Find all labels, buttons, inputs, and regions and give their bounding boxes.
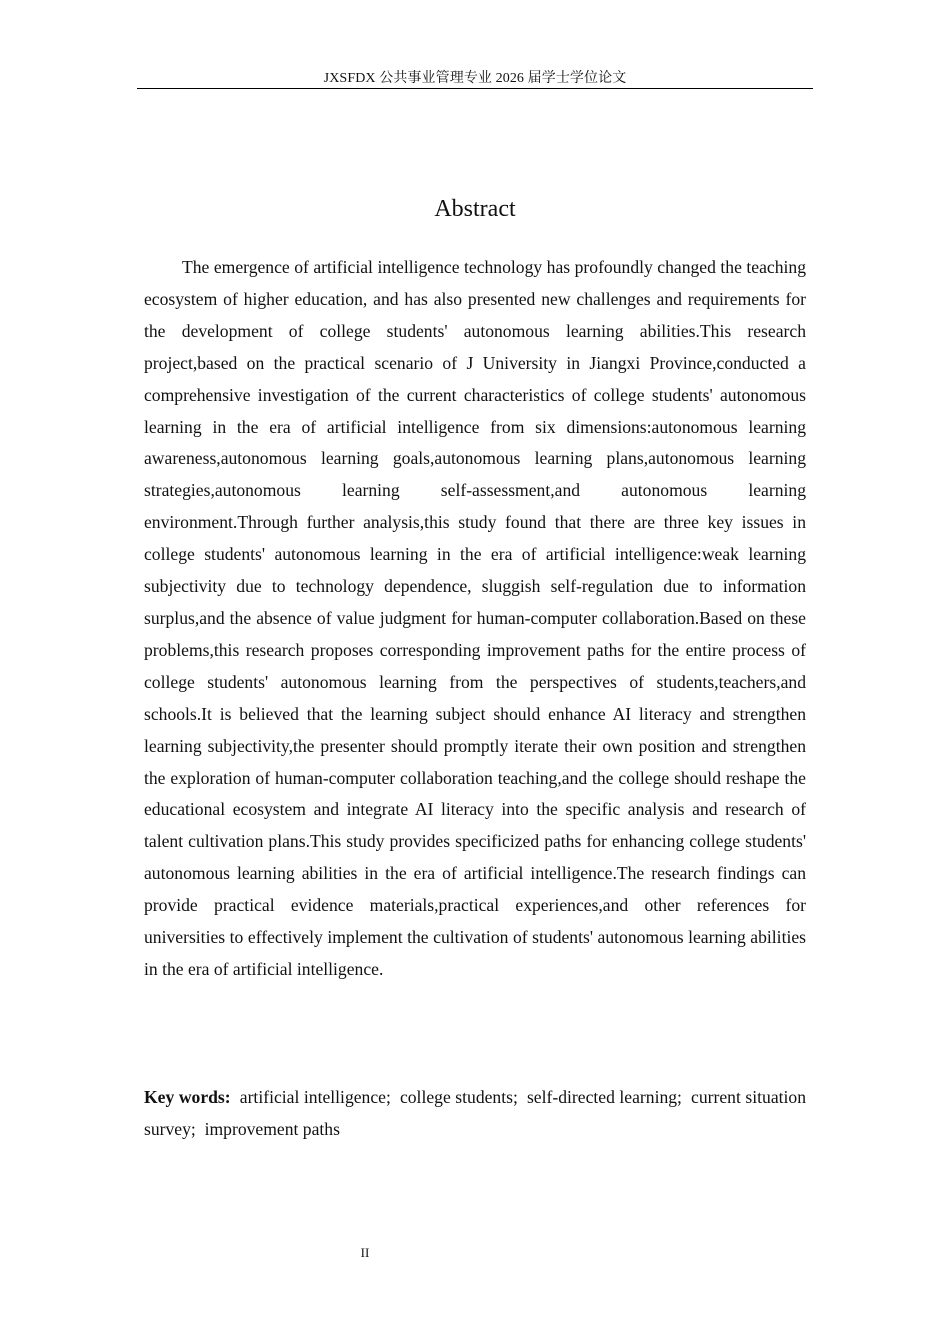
header-rule: [137, 88, 813, 89]
abstract-title: Abstract: [434, 196, 516, 222]
keywords-label: Key words:: [144, 1087, 231, 1107]
keywords-list: artificial intelligence; college students; self-directed learning; current situation survey; improvement paths: [144, 1087, 807, 1139]
abstract-body: The emergence of artificial intelligence technology has profoundly changed the teaching ecosystem of higher education, and has also presented new challenges and requirements for the development of college students' autonomous learning abilities.This research project,based on the practical scenario of J University in Jiangxi Province,conducted a comprehensive investigation of the current characteristics of college students' autonomous learning in the era of artificial intelligence from six dimensions:autonomous learning awareness,autonomous learning goals,autonomous learning plans,autonomous learning strategies,autonomous learning self-assessment,and autonomous learning environment.Through further analysis,this study found that there are three key issues in college students' autonomous learning in the era of artificial intelligence:weak learning subjectivity due to technology dependence, sluggish self-regulation due to information surplus,and the absence of value judgment for human-computer collaboration.Based on these problems,this research proposes corresponding improvement paths for the entire process of college students' autonomous learning from the perspectives of students,teachers,and schools.It is believed that the learning subject should enhance AI literacy and strengthen learning subjectivity,the presenter should promptly iterate their own position and strengthen the exploration of human-computer collaboration teaching,and the college should reshape the educational ecosystem and integrate AI literacy into the specific analysis and research of talent cultivation plans.This study provides specificized paths for enhancing college students' autonomous learning abilities in the era of artificial intelligence.The research findings can provide practical evidence materials,practical experiences,and other references for universities to effectively implement the cultivation of students' autonomous learning abilities in the era of artificial intelligence.: [144, 257, 806, 979]
keywords-paragraph: [144, 1082, 806, 1146]
running-header: JXSFDX 公共事业管理专业 2026 届学士学位论文: [323, 71, 627, 86]
page-number: II: [360, 1245, 370, 1260]
